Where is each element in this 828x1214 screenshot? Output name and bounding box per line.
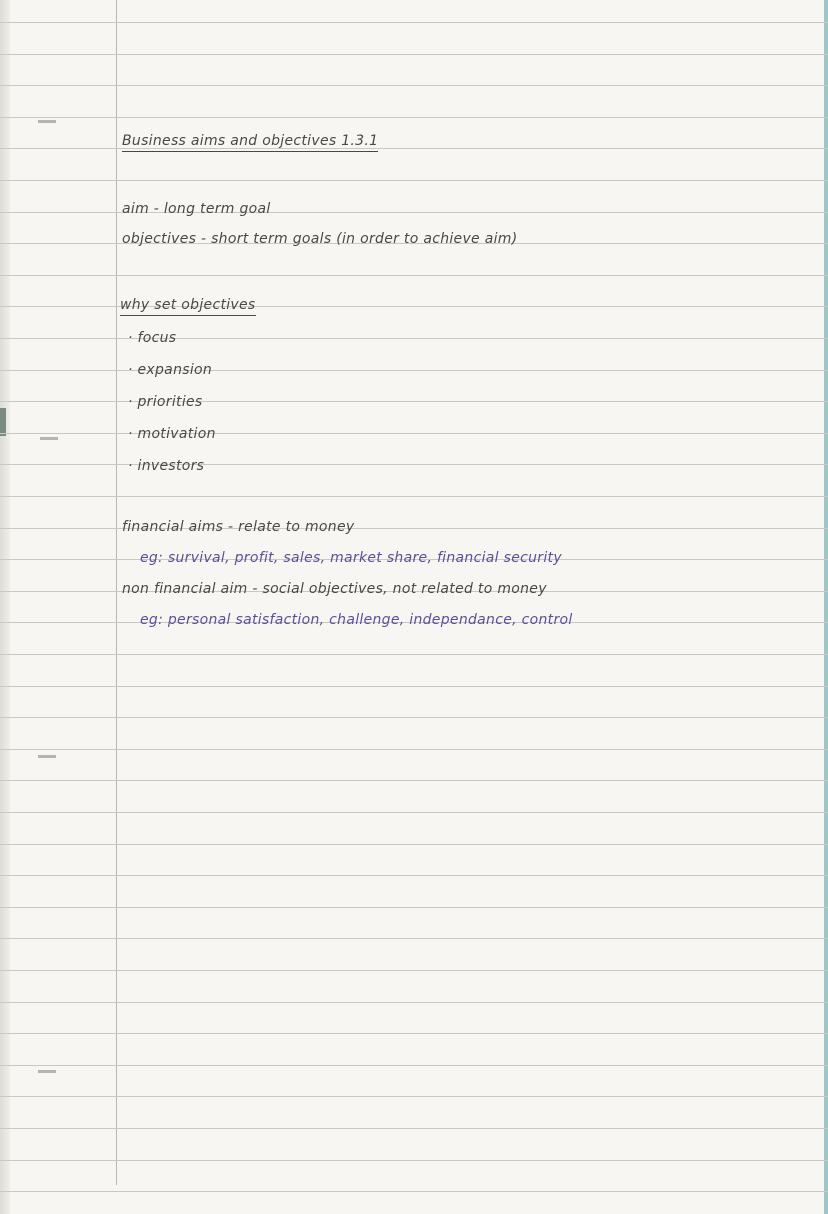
ruled-line [0, 180, 828, 181]
ruled-line [0, 117, 828, 118]
ruled-line [0, 938, 828, 939]
ruled-line [0, 433, 828, 434]
ruled-line [0, 338, 828, 339]
ruled-line [0, 654, 828, 655]
ruled-line [0, 464, 828, 465]
aim-definition: aim - long term goal [122, 201, 271, 217]
ruled-line [0, 1002, 828, 1003]
reason-item: · investors [128, 458, 205, 474]
ruled-line [0, 275, 828, 276]
ruled-line [0, 749, 828, 750]
why-set-objectives-heading: why set objectives [120, 296, 256, 316]
ruled-line [0, 1160, 828, 1161]
non-financial-examples: eg: personal satisfaction, challenge, independance, control [140, 612, 573, 628]
reason-item: · focus [128, 330, 177, 346]
ruled-line [0, 812, 828, 813]
ruled-line [0, 875, 828, 876]
ruled-line [0, 1065, 828, 1066]
page-left-edge [0, 0, 10, 1214]
financial-aims: financial aims - relate to money [122, 519, 355, 535]
ruled-line [0, 844, 828, 845]
punch-mark [38, 120, 56, 123]
margin-line [116, 0, 117, 1185]
ruled-line [0, 85, 828, 86]
non-financial-aims: non financial aim - social objectives, not related to money [122, 581, 547, 597]
ruled-line [0, 22, 828, 23]
page-title: Business aims and objectives 1.3.1 [122, 132, 378, 152]
binder-tab [0, 408, 6, 436]
ruled-line [0, 401, 828, 402]
objectives-definition: objectives - short term goals (in order to achieve aim) [122, 231, 518, 247]
reason-item: · expansion [128, 362, 213, 378]
ruled-line [0, 717, 828, 718]
ruled-line [0, 370, 828, 371]
ruled-line [0, 780, 828, 781]
financial-examples: eg: survival, profit, sales, market share, financial security [140, 550, 562, 566]
punch-mark [40, 437, 58, 440]
punch-mark [38, 1070, 56, 1073]
ruled-line [0, 686, 828, 687]
ruled-line [0, 1128, 828, 1129]
ruled-line [0, 1191, 828, 1192]
ruled-line [0, 907, 828, 908]
page-right-edge [824, 0, 828, 1214]
reason-item: · motivation [128, 426, 216, 442]
punch-mark [38, 755, 56, 758]
ruled-line [0, 1033, 828, 1034]
ruled-line [0, 54, 828, 55]
ruled-line [0, 496, 828, 497]
reason-item: · priorities [128, 394, 203, 410]
ruled-line [0, 970, 828, 971]
ruled-line [0, 1096, 828, 1097]
